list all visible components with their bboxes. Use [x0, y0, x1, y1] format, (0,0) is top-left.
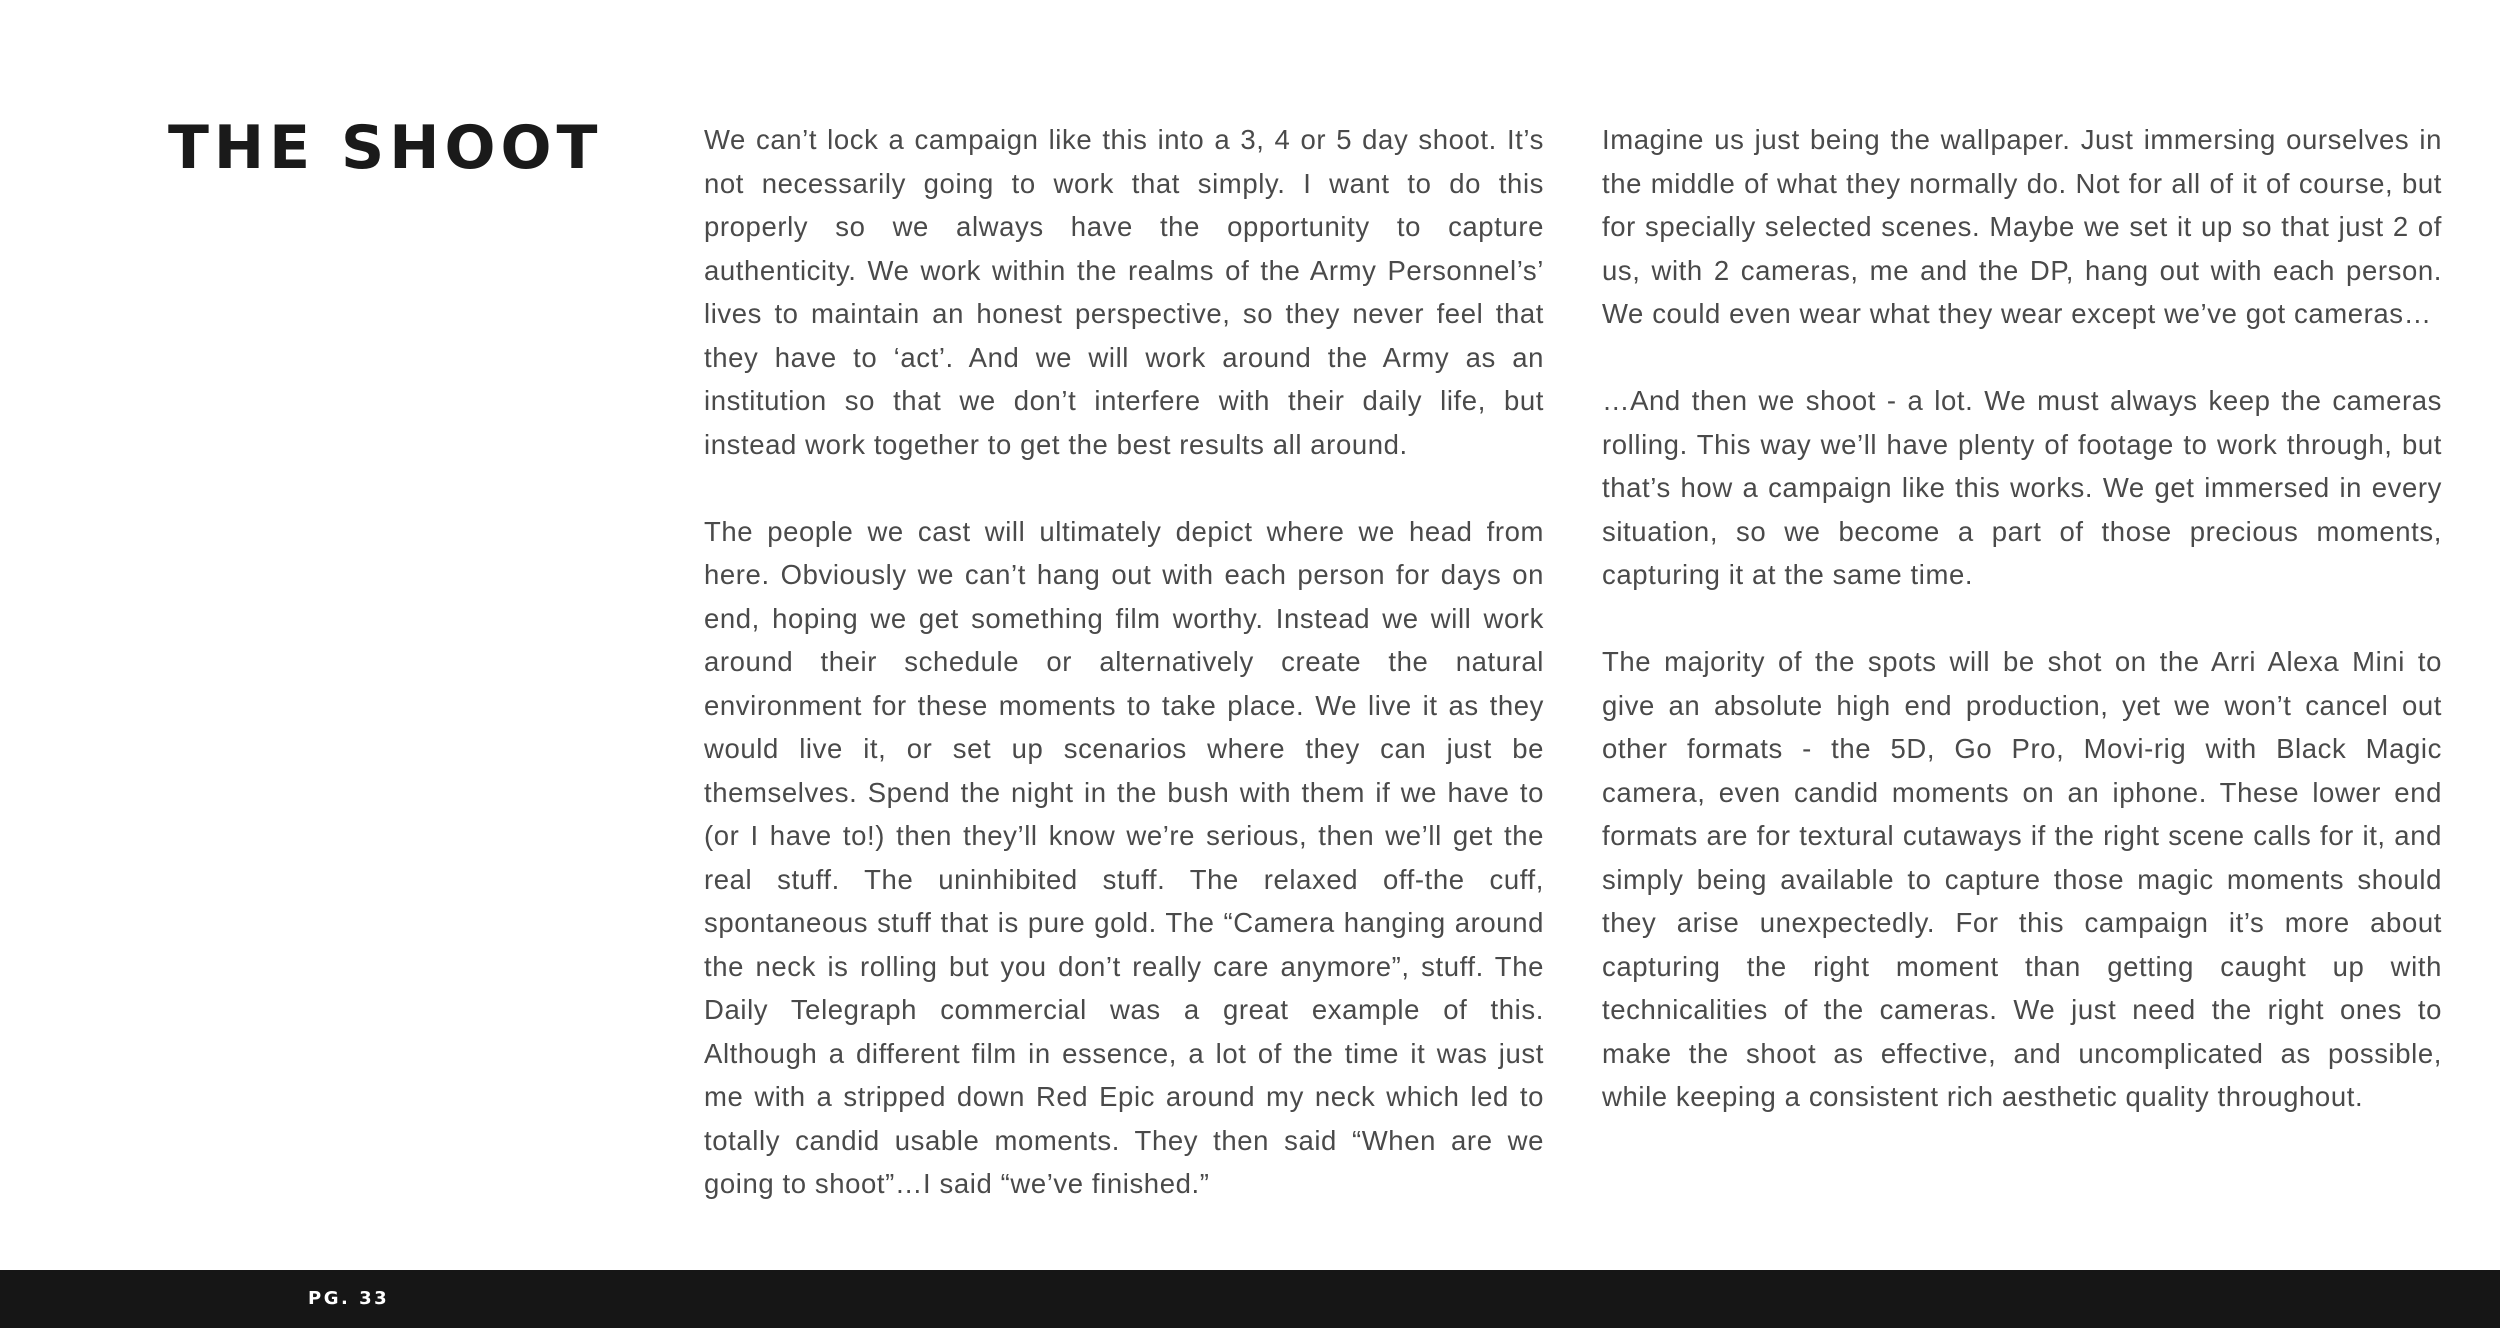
- paragraph: The people we cast will ultimately depict where we head from here. Obviously we can’t hang out with each person for days on end, hoping we get something film worthy. Instead we will work around their schedule or alternatively create the natural environment for these moments to take place. We live it as they would live it, or set up scenarios where they can just be themselves. Spend the night in the bush with them if we have to (or I have to!) then they’ll know we’re serious, then we’ll get the real stuff. The uninhibited stuff. The relaxed off-the cuff, spontaneous stuff that is pure gold. The “Camera hanging around the neck is rolling but you don’t really care anymore”, stuff. The Daily Telegraph commercial was a great example of this. Although a different film in essence, a lot of the time it was just me with a stripped down Red Epic around my neck which led to totally candid usable moments. They then said “When are we going to shoot”…I said “we’ve finished.”: [704, 515, 1544, 1199]
- paragraph: The majority of the spots will be shot on the Arri Alexa Mini to give an absolute high end production, yet we won’t cancel out other formats - the 5D, Go Pro, Movi-rig with Black Magic camera, even candid moments on an iphone. These lower end formats are for textural cutaways if the right scene calls for it, and simply being available to capture those magic moments should they arise unexpectedly. For this campaign it’s more about capturing the right moment than getting caught up with technicalities of the cameras. We just need the right ones to make the shoot as effective, and uncomplicated as possible, while keeping a consistent rich aesthetic quality throughout.: [1602, 646, 2442, 1112]
- body-column-left: [704, 118, 1544, 1206]
- footer-bar: [0, 1270, 2500, 1328]
- paragraph: …And then we shoot - a lot. We must always keep the cameras rolling. This way we’ll have plenty of footage to work through, but that’s how a campaign like this works. We get immersed in every situation, so we become a part of those precious moments, capturing it at the same time.: [1602, 385, 2442, 590]
- paragraph: We can’t lock a campaign like this into a 3, 4 or 5 day shoot. It’s not necessarily going to work that simply. I want to do this properly so we always have the opportunity to capture authenticity. We work within the realms of the Army Personnel’s’ lives to maintain an honest perspective, so they never feel that they have to ‘act’. And we will work around the Army as an institution so that we don’t interfere with their daily life, but instead work together to get the best results all around.: [704, 124, 1544, 460]
- page-number: PG. 33: [308, 1288, 390, 1309]
- page-title: THE SHOOT: [168, 113, 603, 183]
- body-column-right: [1602, 118, 2442, 1119]
- paragraph: Imagine us just being the wallpaper. Just immersing ourselves in the middle of what they normally do. Not for all of it of course, but for specially selected scenes. Maybe we set it up so that just 2 of us, with 2 cameras, me and the DP, hang out with each person. We could even wear what they wear except we’ve got cameras…: [1602, 124, 2442, 329]
